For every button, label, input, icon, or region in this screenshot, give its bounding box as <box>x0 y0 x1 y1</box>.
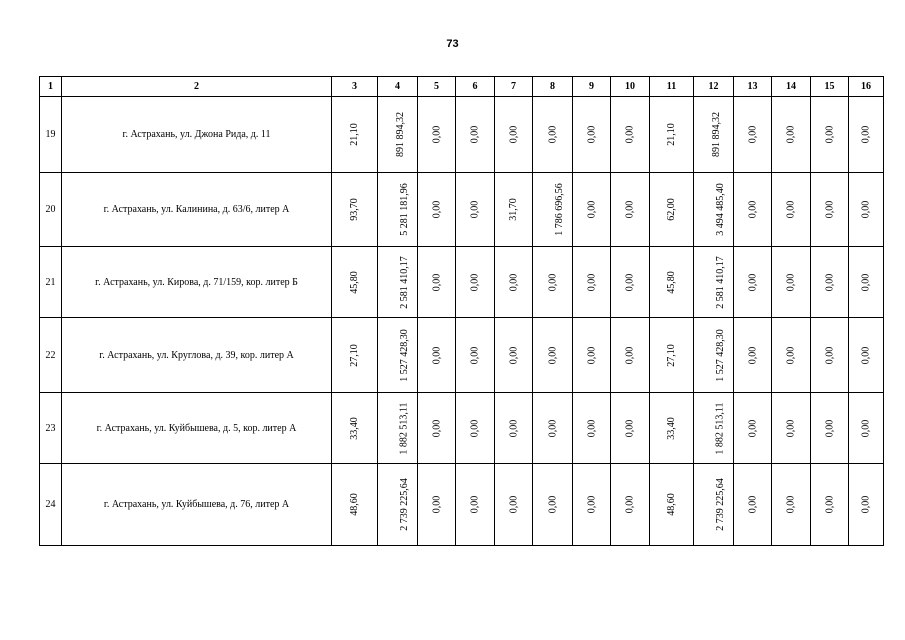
value-cell <box>456 173 495 247</box>
cell-value: 0,00 <box>785 200 797 219</box>
value-cell <box>849 393 884 464</box>
value-cell <box>418 318 456 393</box>
cell-value: 21,10 <box>349 123 360 146</box>
cell-value: 0,00 <box>747 346 758 364</box>
cell-value: 891 894,32 <box>711 112 722 157</box>
value-cell <box>694 393 734 464</box>
value-cell <box>650 247 694 318</box>
cell-value: 0,00 <box>785 346 797 364</box>
address-cell: г. Астрахань, ул. Куйбышева, д. 5, кор. литер А <box>62 393 332 464</box>
cell-value: 48,60 <box>349 493 360 516</box>
value-cell <box>650 97 694 173</box>
cell-value: 31,70 <box>508 198 519 221</box>
cell-value: 0,00 <box>824 419 835 437</box>
cell-value: 45,80 <box>349 270 360 294</box>
cell-value: 891 894,32 <box>395 112 406 157</box>
row-number: 21 <box>40 247 62 318</box>
value-cell <box>332 464 378 546</box>
table-row <box>40 97 884 173</box>
page-number: 73 <box>446 38 459 50</box>
column-header: 12 <box>694 77 734 97</box>
value-cell <box>573 173 611 247</box>
cell-value: 0,00 <box>586 419 597 437</box>
cell-value: 0,00 <box>469 125 481 144</box>
row-number: 24 <box>40 464 62 546</box>
cell-value: 0,00 <box>824 273 835 291</box>
cell-value: 2 739 225,64 <box>714 478 726 531</box>
cell-value: 1 527 428,30 <box>714 328 726 382</box>
value-cell <box>456 318 495 393</box>
table-row <box>40 247 884 318</box>
value-cell <box>378 464 418 546</box>
value-cell <box>650 173 694 247</box>
value-cell <box>456 393 495 464</box>
value-cell <box>456 247 495 318</box>
address-cell: г. Астрахань, ул. Джона Рида, д. 11 <box>62 97 332 173</box>
cell-value: 0,00 <box>508 273 519 291</box>
cell-value: 0,00 <box>586 495 597 514</box>
column-header: 3 <box>332 77 378 97</box>
value-cell <box>533 247 573 318</box>
cell-value: 2 581 410,17 <box>398 255 410 309</box>
column-header: 5 <box>418 77 456 97</box>
value-cell <box>849 173 884 247</box>
cell-value: 0,00 <box>624 419 636 437</box>
cell-value: 0,00 <box>586 346 597 364</box>
cell-value: 0,00 <box>547 346 558 364</box>
value-cell <box>611 464 650 546</box>
table-row <box>40 318 884 393</box>
value-cell <box>495 173 533 247</box>
row-number: 19 <box>40 97 62 173</box>
value-cell <box>418 393 456 464</box>
value-cell <box>332 318 378 393</box>
value-cell <box>573 247 611 318</box>
register-table <box>39 76 884 546</box>
cell-value: 0,00 <box>624 125 636 144</box>
cell-value: 0,00 <box>624 495 636 514</box>
value-cell <box>849 247 884 318</box>
cell-value: 1 882 513,11 <box>398 401 410 455</box>
cell-value: 0,00 <box>747 495 758 514</box>
cell-value: 27,10 <box>666 343 677 367</box>
value-cell <box>734 247 772 318</box>
column-header: 10 <box>611 77 650 97</box>
column-header: 14 <box>772 77 811 97</box>
column-header: 4 <box>378 77 418 97</box>
cell-value: 2 739 225,64 <box>398 478 410 531</box>
cell-value: 0,00 <box>469 495 481 514</box>
column-header: 8 <box>533 77 573 97</box>
value-cell <box>495 247 533 318</box>
cell-value: 0,00 <box>860 200 872 219</box>
value-cell <box>456 464 495 546</box>
address-cell: г. Астрахань, ул. Кирова, д. 71/159, кор. литер Б <box>62 247 332 318</box>
value-cell <box>694 464 734 546</box>
cell-value: 93,70 <box>349 198 360 221</box>
cell-value: 0,00 <box>860 273 872 291</box>
cell-value: 0,00 <box>508 125 519 144</box>
value-cell <box>611 318 650 393</box>
value-cell <box>772 464 811 546</box>
cell-value: 0,00 <box>431 125 442 144</box>
value-cell <box>378 318 418 393</box>
value-cell <box>418 173 456 247</box>
header-row <box>40 77 884 97</box>
value-cell <box>418 247 456 318</box>
value-cell <box>811 173 849 247</box>
cell-value: 45,80 <box>666 270 677 294</box>
value-cell <box>772 173 811 247</box>
value-cell <box>495 393 533 464</box>
cell-value: 33,40 <box>349 416 360 440</box>
value-cell <box>378 173 418 247</box>
cell-value: 0,00 <box>785 419 797 437</box>
cell-value: 0,00 <box>747 419 758 437</box>
cell-value: 0,00 <box>469 200 481 219</box>
value-cell <box>495 97 533 173</box>
value-cell <box>811 318 849 393</box>
cell-value: 0,00 <box>860 125 872 144</box>
address-cell: г. Астрахань, ул. Куйбышева, д. 76, литер А <box>62 464 332 546</box>
cell-value: 0,00 <box>431 200 442 219</box>
value-cell <box>495 464 533 546</box>
value-cell <box>772 247 811 318</box>
value-cell <box>332 393 378 464</box>
value-cell <box>332 97 378 173</box>
value-cell <box>533 464 573 546</box>
cell-value: 0,00 <box>624 200 636 219</box>
value-cell <box>611 97 650 173</box>
address-cell: г. Астрахань, ул. Круглова, д. 39, кор. литер А <box>62 318 332 393</box>
cell-value: 1 786 696,56 <box>553 183 565 236</box>
cell-value: 0,00 <box>860 346 872 364</box>
cell-value: 0,00 <box>747 200 758 219</box>
cell-value: 48,60 <box>666 493 677 516</box>
value-cell <box>418 97 456 173</box>
row-number: 23 <box>40 393 62 464</box>
value-cell <box>694 173 734 247</box>
value-cell <box>418 464 456 546</box>
value-cell <box>772 393 811 464</box>
value-cell <box>533 393 573 464</box>
cell-value: 3 494 485,40 <box>714 183 726 236</box>
cell-value: 0,00 <box>860 419 872 437</box>
cell-value: 1 527 428,30 <box>398 328 410 382</box>
value-cell <box>734 393 772 464</box>
column-header: 15 <box>811 77 849 97</box>
value-cell <box>573 97 611 173</box>
value-cell <box>332 173 378 247</box>
cell-value: 0,00 <box>547 125 558 144</box>
column-header: 13 <box>734 77 772 97</box>
table-row <box>40 393 884 464</box>
cell-value: 0,00 <box>586 273 597 291</box>
cell-value: 0,00 <box>824 125 835 144</box>
value-cell <box>849 97 884 173</box>
cell-value: 33,40 <box>666 416 677 440</box>
cell-value: 0,00 <box>624 346 636 364</box>
value-cell <box>533 97 573 173</box>
value-cell <box>734 464 772 546</box>
cell-value: 5 281 181,96 <box>398 183 410 236</box>
column-header: 2 <box>62 77 332 97</box>
column-header: 16 <box>849 77 884 97</box>
cell-value: 0,00 <box>586 200 597 219</box>
column-header: 9 <box>573 77 611 97</box>
cell-value: 0,00 <box>824 200 835 219</box>
value-cell <box>734 318 772 393</box>
value-cell <box>734 97 772 173</box>
cell-value: 0,00 <box>824 495 835 514</box>
cell-value: 0,00 <box>508 495 519 514</box>
cell-value: 0,00 <box>469 346 481 364</box>
table-row <box>40 464 884 546</box>
value-cell <box>573 393 611 464</box>
value-cell <box>650 318 694 393</box>
row-number: 20 <box>40 173 62 247</box>
cell-value: 0,00 <box>547 273 558 291</box>
cell-value: 0,00 <box>785 495 797 514</box>
value-cell <box>456 97 495 173</box>
cell-value: 0,00 <box>431 495 442 514</box>
value-cell <box>533 318 573 393</box>
value-cell <box>332 247 378 318</box>
value-cell <box>694 97 734 173</box>
cell-value: 0,00 <box>747 125 758 144</box>
value-cell <box>772 318 811 393</box>
value-cell <box>650 464 694 546</box>
cell-value: 0,00 <box>469 419 481 437</box>
value-cell <box>849 318 884 393</box>
cell-value: 62,00 <box>666 198 677 221</box>
value-cell <box>378 247 418 318</box>
value-cell <box>694 247 734 318</box>
table-row <box>40 173 884 247</box>
value-cell <box>611 393 650 464</box>
cell-value: 0,00 <box>824 346 835 364</box>
row-number: 22 <box>40 318 62 393</box>
value-cell <box>611 173 650 247</box>
value-cell <box>533 173 573 247</box>
column-header: 11 <box>650 77 694 97</box>
cell-value: 0,00 <box>469 273 481 291</box>
cell-value: 0,00 <box>431 419 442 437</box>
cell-value: 0,00 <box>860 495 872 514</box>
cell-value: 0,00 <box>785 273 797 291</box>
cell-value: 0,00 <box>431 273 442 291</box>
cell-value: 0,00 <box>508 346 519 364</box>
value-cell <box>573 464 611 546</box>
value-cell <box>495 318 533 393</box>
address-cell: г. Астрахань, ул. Калинина, д. 63/6, литер А <box>62 173 332 247</box>
cell-value: 0,00 <box>508 419 519 437</box>
column-header: 6 <box>456 77 495 97</box>
cell-value: 0,00 <box>431 346 442 364</box>
value-cell <box>694 318 734 393</box>
value-cell <box>734 173 772 247</box>
cell-value: 2 581 410,17 <box>714 255 726 309</box>
cell-value: 0,00 <box>785 125 797 144</box>
cell-value: 1 882 513,11 <box>714 401 726 455</box>
value-cell <box>650 393 694 464</box>
value-cell <box>849 464 884 546</box>
cell-value: 0,00 <box>624 273 636 291</box>
cell-value: 0,00 <box>586 125 597 144</box>
value-cell <box>811 393 849 464</box>
value-cell <box>378 97 418 173</box>
cell-value: 27,10 <box>349 343 360 367</box>
value-cell <box>573 318 611 393</box>
cell-value: 0,00 <box>547 495 558 514</box>
value-cell <box>811 464 849 546</box>
column-header: 7 <box>495 77 533 97</box>
column-header: 1 <box>40 77 62 97</box>
value-cell <box>811 97 849 173</box>
value-cell <box>611 247 650 318</box>
value-cell <box>378 393 418 464</box>
value-cell <box>811 247 849 318</box>
cell-value: 0,00 <box>747 273 758 291</box>
cell-value: 21,10 <box>666 123 677 146</box>
value-cell <box>772 97 811 173</box>
cell-value: 0,00 <box>547 419 558 437</box>
